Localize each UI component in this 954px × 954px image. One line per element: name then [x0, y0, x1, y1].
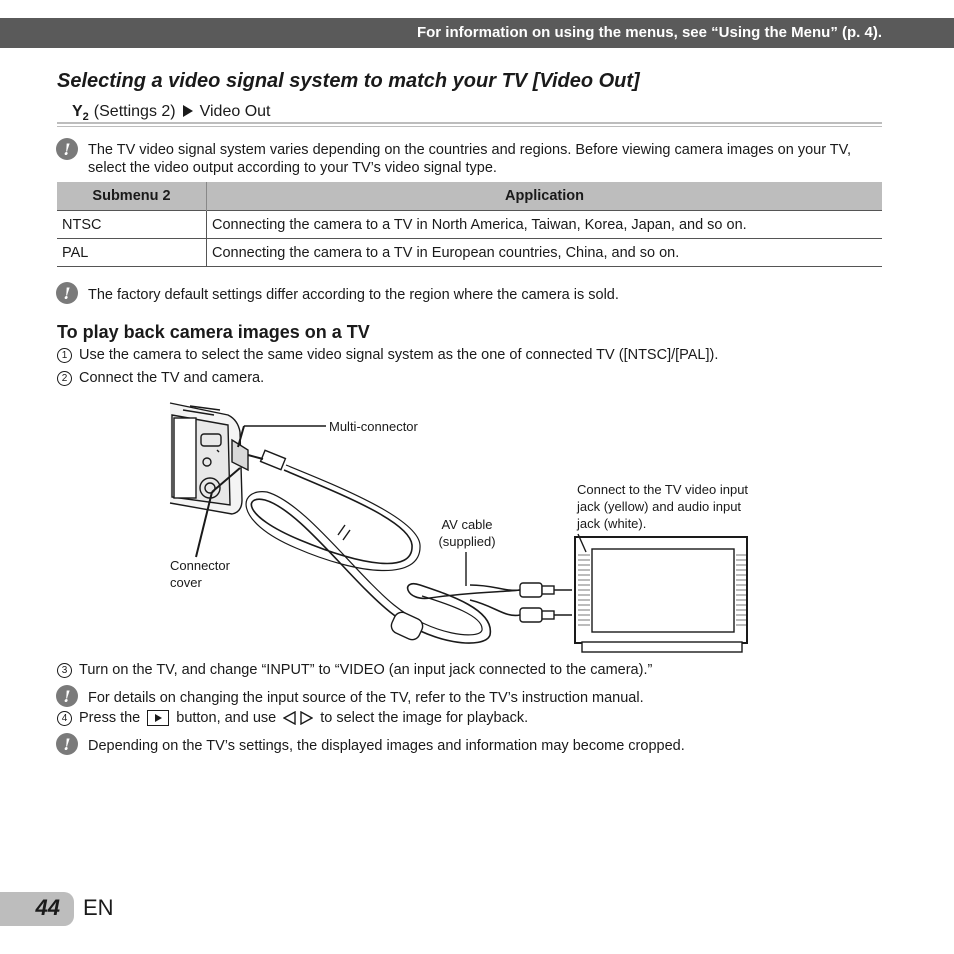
note-cropped-images: Depending on the TV’s settings, the displayed images and information may become cropped. — [88, 738, 685, 754]
step-number: 4 — [57, 711, 72, 726]
breadcrumb-target: Video Out — [199, 103, 271, 120]
label-connector-cover: Connector cover — [170, 558, 230, 590]
step-text: Use the camera to select the same video signal system as the one of connected TV ([NTSC]/[PAL]). — [79, 347, 719, 363]
table-header-submenu: Submenu 2 — [57, 182, 207, 211]
step-number: 3 — [57, 663, 72, 678]
caution-icon: ! — [56, 685, 78, 707]
step-text: Connect the TV and camera. — [79, 370, 265, 386]
note-factory-default: The factory default settings differ according to the region where the camera is sold. — [88, 287, 619, 303]
step-number: 1 — [57, 348, 72, 363]
step-4 — [57, 710, 528, 726]
tv-illustration — [575, 537, 747, 652]
table-cell-submenu: PAL — [57, 239, 207, 267]
step-text-post: to select the image for playback. — [320, 710, 529, 726]
caution-icon: ! — [56, 733, 78, 755]
table-cell-submenu: NTSC — [57, 211, 207, 239]
note-video-signal: The TV video signal system varies depending on the countries and regions. Before viewing camera images on your TV, select the video output according to your TV’s video signal type. — [88, 142, 852, 176]
page-number: 44 — [35, 895, 60, 920]
table-cell-application: Connecting the camera to a TV in North America, Taiwan, Korea, Japan, and so on. — [207, 211, 883, 239]
playback-button-icon — [147, 710, 169, 726]
header-menu-reference: For information on using the menus, see “Using the Menu” (p. 4). — [416, 24, 882, 41]
page-title: Selecting a video signal system to match your TV [Video Out] — [57, 70, 640, 92]
step-text-pre: Press the — [79, 710, 141, 726]
label-multi-connector: Multi-connector — [329, 419, 418, 434]
settings-wrench-icon: $Y_2$ — [72, 103, 89, 124]
label-tv-input-jacks: Connect to the TV video input jack (yellow) and audio input jack (white). — [577, 482, 749, 531]
note-input-source: For details on changing the input source of the TV, refer to the TV’s instruction manual. — [88, 690, 644, 706]
left-right-arrow-icon — [283, 711, 313, 725]
table-cell-application: Connecting the camera to a TV in European countries, China, and so on. — [207, 239, 883, 267]
caution-icon: ! — [56, 282, 78, 304]
page-number-tab — [0, 892, 74, 926]
table-header-application: Application — [207, 182, 883, 211]
section-heading: To play back camera images on a TV — [57, 322, 370, 342]
language-code: EN — [83, 895, 114, 920]
camera-illustration — [170, 403, 248, 514]
step-3 — [57, 662, 652, 678]
label-av-cable: AV cable (supplied) — [438, 517, 496, 549]
caution-icon: ! — [56, 138, 78, 160]
step-text-mid: button, and use — [176, 710, 277, 726]
step-text: Turn on the TV, and change “INPUT” to “VIDEO (an input jack connected to the camera).” — [79, 662, 653, 678]
breadcrumb-settings: (Settings 2) — [93, 103, 176, 120]
step-number: 2 — [57, 371, 72, 386]
